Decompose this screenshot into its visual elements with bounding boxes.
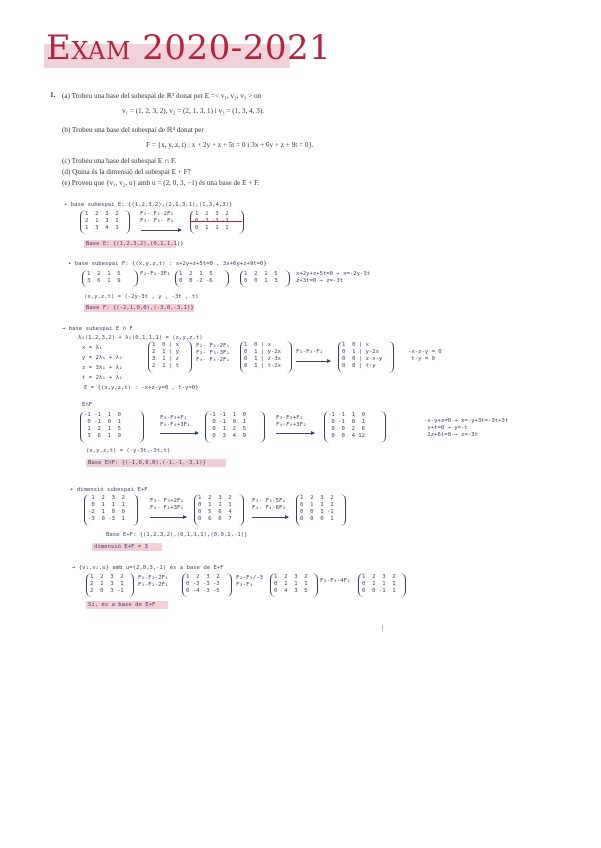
problem-d: (d) Quina és la dimensió del subespai E + F? bbox=[62, 168, 191, 176]
note-c-line5: t = 2λ₁ + λ₂ bbox=[82, 375, 123, 381]
note-c-line2: x = λ₁ bbox=[82, 345, 103, 351]
matrix-c1-values: 1 0 | x 2 1 | y 3 1 | z 2 1 | t bbox=[152, 342, 179, 369]
problem-c: (c) Trobeu una base del subespai E ∩ F. bbox=[62, 157, 177, 165]
note-c-base: Base E∩F: {(-1,0,0,0),(-1,-1,-3,1)} bbox=[88, 460, 206, 466]
note-c-line3: y = 2λ₁ + λ₂ bbox=[82, 355, 123, 361]
ops-e1: F₂-F₂-2F₁ F₃-F₃-2F₁ bbox=[138, 575, 169, 588]
note-d-base: Base E+F: {(1,2,3,2),(0,1,1,1),(0,0,1,-1)} bbox=[106, 532, 248, 538]
note-c-line1: λ₁(1,2,3,2) + λ₂(0,1,1,1) = (x,y,z,t) bbox=[78, 335, 203, 341]
note-e-heading: → {v₁,v₂,u} amb u=(2,0,3,-1) és a base de E+F bbox=[72, 565, 224, 571]
ops-d2: F₃- F₃-5F₂ F₄- F₄-6F₂ bbox=[252, 498, 286, 511]
matrix-c2-values: 1 0 | x 0 1 | y-2x 0 1 | z-3x 0 1 | t-2x bbox=[244, 342, 282, 369]
note-e-answer: Sí, és a base de E+F bbox=[88, 602, 156, 608]
page-title: Exam 2020-2021 bbox=[46, 28, 332, 68]
matrix-b1-values: 1 2 1 5 3 6 1 9 bbox=[87, 271, 121, 284]
ops-e2: F₂-F₂/-3 F₃-F₃ bbox=[236, 575, 263, 588]
strike-a2 bbox=[190, 221, 242, 222]
matrix-c5-values: -1 -1 1 0 0 -1 0 1 0 1 2 5 0 3 4 9 bbox=[209, 412, 247, 439]
ops-c4: F₃-F₃+F₂ F₄-F₄+3F₂ bbox=[276, 415, 307, 428]
arrow-c2 bbox=[160, 433, 198, 434]
matrix-d2-values: 1 2 3 2 0 1 1 1 0 5 6 4 0 6 6 7 bbox=[198, 495, 232, 522]
arrow-c1 bbox=[296, 361, 330, 362]
note-b-base: Base F: {(-2,1,0,0),(-3,0,-3,1)} bbox=[86, 305, 194, 311]
problem-number: 1. bbox=[50, 91, 56, 99]
matrix-e4-values: 1 2 3 2 0 1 1 1 0 0 -1 1 bbox=[362, 574, 396, 594]
arrow-d1 bbox=[150, 517, 186, 518]
ops-c2: F₃-F₃-F₂ bbox=[296, 349, 323, 355]
ops-b1: F₂-F₂-3F₁ bbox=[140, 271, 171, 277]
matrix-b3-values: 1 2 1 5 0 0 1 3 bbox=[244, 271, 278, 284]
note-b-param: (x,y,z,t) = (-2y-3t , y , -3t , t) bbox=[84, 294, 199, 300]
ops-c1: F₂- F₂-2F₁ F₃- F₃-3F₁ F₄- F₄-2F₁ bbox=[196, 343, 230, 363]
ops-e3: F₃-F₃-4F₂ bbox=[320, 578, 351, 584]
matrix-c3-values: 1 0 | x 0 1 | y-2x 0 0 | z-x-y 0 0 | t-y bbox=[342, 342, 383, 369]
note-d-dim: dimensió E+F = 3 bbox=[94, 544, 148, 550]
note-c-param: (x,y,z,t) = (-y-3t,-3t,t) bbox=[86, 448, 171, 454]
problem-e: (e) Proveu que {v₁, v₂, u} amb u = (2, 0, 3, −1) és una base de E + F. bbox=[62, 179, 260, 187]
note-c-line4: z = 3λ₁ + λ₂ bbox=[82, 365, 123, 371]
matrix-c6-values: -1 -1 1 0 0 -1 0 1 0 0 2 6 0 0 4 12 bbox=[328, 412, 366, 439]
matrix-d1-values: 1 2 3 2 0 1 1 1 -2 1 0 0 -3 0 -3 1 bbox=[88, 495, 126, 522]
equations-c: -x-y+z=0 → x=-y+3t=-3t+3t y+t=0 → y=-t 2z+6t=0 → z=-3t bbox=[424, 418, 509, 438]
problem-a-line1: (a) Trobeu una base del subespai de ℝ³ donat per E =< v₁, v₂, v₃ > on bbox=[62, 92, 262, 100]
arrow-c3 bbox=[276, 433, 314, 434]
note-c-E: E = {(x,y,z,t) : -x+z-y=0 , t-y=0} bbox=[84, 385, 199, 391]
matrix-c4-values: -1 -1 1 0 0 -1 0 1 1 2 1 5 3 6 1 9 bbox=[84, 412, 122, 439]
note-d-heading: • dimensió subespai E+F bbox=[70, 487, 148, 493]
problem-b-line2: F = {x, y, z, t) : x + 2y + z + 5t = 0 i 3x + 6y + z + 9t = 0}. bbox=[146, 141, 314, 149]
stray-mark bbox=[382, 625, 383, 632]
ops-d1: F₃- F₃+2F₁ F₄- F₄+3F₁ bbox=[150, 498, 184, 511]
note-b-heading: • base subespai F: {(x,y,z,t) : x+2y+z+5t=0 , 3x+6y+z+9t=0} bbox=[68, 261, 267, 267]
note-a-heading: • base subespai E: {(1,2,3,2),(2,1,3,1),(1,3,4,3)} bbox=[64, 202, 233, 208]
note-c-heading: → base subespai E ∩ F bbox=[62, 326, 133, 332]
ops-c3: F₃-F₃+F₁ F₄-F₄+3F₁ bbox=[160, 415, 191, 428]
ops-a1: F₂- F₂-2F₁ F₃- F₃- F₁ bbox=[140, 211, 174, 224]
matrix-b2-values: 1 2 1 5 0 0 -2 -6 bbox=[179, 271, 213, 284]
note-c-EF: E∩F bbox=[82, 402, 93, 408]
matrix-a2-values: 1 2 3 2 0 -3 -3 -3 0 1 1 1 bbox=[195, 211, 229, 231]
arrow-a1 bbox=[141, 230, 181, 231]
matrix-e2-values: 1 2 3 2 0 -3 -3 -3 0 -4 -3 -5 bbox=[186, 574, 220, 594]
equations-b: x+2y+z+5t=0 → x=-2y-3t z+3t=0 → z=-3t bbox=[296, 271, 371, 284]
matrix-e3-values: 1 2 3 2 0 1 1 1 0 4 3 5 bbox=[274, 574, 308, 594]
matrix-d3-values: 1 2 3 2 0 1 1 1 0 0 1 -1 0 0 0 1 bbox=[300, 495, 334, 522]
system-c: -x-z-y = 0 t-y = 0 bbox=[408, 349, 442, 362]
matrix-a1-values: 1 2 3 2 2 1 3 1 1 3 4 3 bbox=[85, 211, 119, 231]
arrow-d2 bbox=[252, 517, 288, 518]
problem-a-line2: v₁ = (1, 2, 3, 2), v₂ = (2, 1, 3, 1) i v₃ = (1, 3, 4, 3). bbox=[122, 107, 265, 115]
note-a-base: Base E: {(1,2,3,2),(0,1,1,1)} bbox=[86, 241, 184, 247]
matrix-e1-values: 1 2 3 2 2 1 3 1 2 0 3 -1 bbox=[90, 574, 124, 594]
problem-b-line1: (b) Trobeu una base del subespai de ℝ⁴ donat per bbox=[62, 126, 204, 134]
